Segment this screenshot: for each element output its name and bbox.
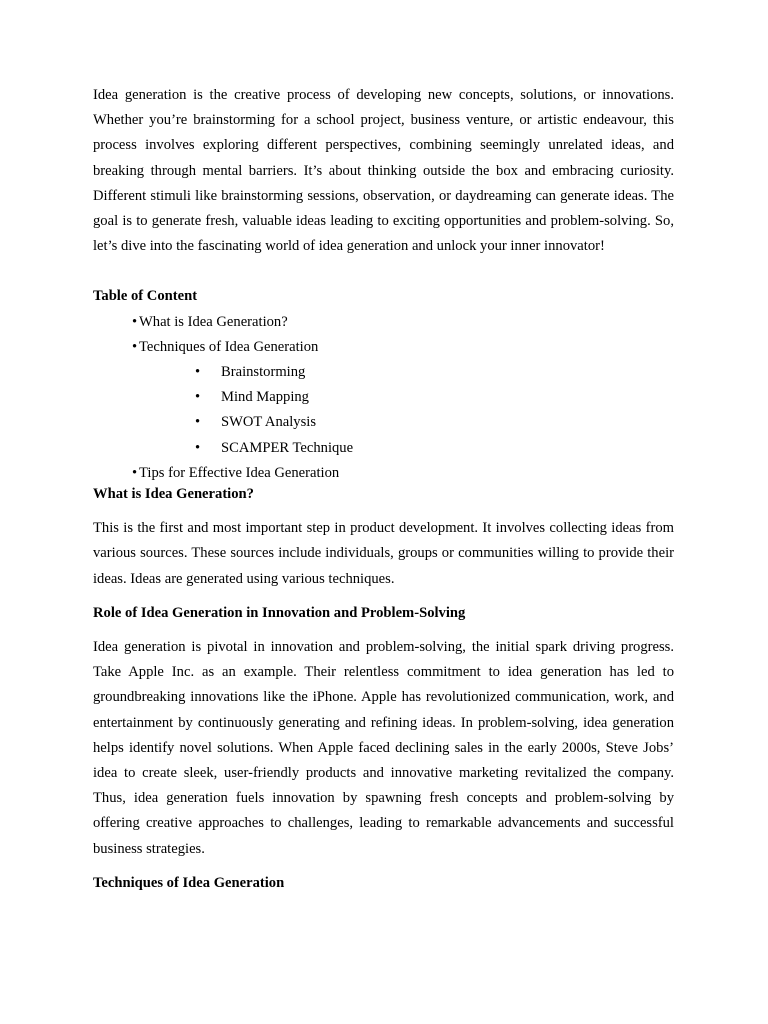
section-heading-techniques: Techniques of Idea Generation xyxy=(93,874,285,891)
toc-item-label: Tips for Effective Idea Generation xyxy=(139,464,340,481)
document-page xyxy=(93,83,674,896)
toc-item-techniques[interactable] xyxy=(93,335,674,360)
bullet-icon: • xyxy=(195,389,201,406)
bullet-icon: • xyxy=(132,464,138,481)
section-body-what-is: This is the first and most important step in product development. It involves collecting ideas from various sources. These sources include individuals, groups or communities willing to provide their ideas. Ideas are generated using various techniques. xyxy=(93,520,674,587)
toc-subitem-label: Mind Mapping xyxy=(221,389,309,406)
bullet-icon: • xyxy=(132,313,138,330)
section-body-role: Idea generation is pivotal in innovation and problem-solving, the initial spark driving progress. Take Apple Inc. as an example. Their relentless commitment to idea generation has led to groundbreaking innovations like the iPhone. Apple has revolutionized communication, work, and entertainment by continuously generating and refining ideas. In problem-solving, idea generation helps identify novel solutions. When Apple faced declining sales in the early 2000s, Steve Jobs’ idea to create sleek, user-friendly products and innovative marketing revitalized the company. Thus, idea generation fuels innovation by spawning fresh concepts and problem-solving by offering creative approaches to challenges, leading to remarkable advancements and successful business strategies. xyxy=(93,639,674,857)
table-of-contents xyxy=(93,310,674,486)
toc-sublist-container xyxy=(93,360,674,461)
bullet-icon: • xyxy=(195,414,201,431)
section-heading-what-is: What is Idea Generation? xyxy=(93,486,254,503)
toc-item-what-is-idea-generation[interactable] xyxy=(93,310,674,335)
toc-item-label: Techniques of Idea Generation xyxy=(139,338,319,355)
toc-item-label: What is Idea Generation? xyxy=(139,313,288,330)
bullet-icon: • xyxy=(132,338,138,355)
bullet-icon: • xyxy=(195,364,201,381)
toc-subitem-brainstorming[interactable] xyxy=(93,360,674,385)
section-heading-role: Role of Idea Generation in Innovation and Problem-Solving xyxy=(93,604,466,621)
toc-subitem-label: Brainstorming xyxy=(221,364,306,381)
toc-subitem-swot-analysis[interactable] xyxy=(93,410,674,435)
toc-subitem-scamper[interactable] xyxy=(93,436,674,461)
toc-sublist xyxy=(93,360,674,461)
toc-subitem-label: SWOT Analysis xyxy=(221,414,317,431)
bullet-icon: • xyxy=(195,439,201,456)
toc-title: Table of Content xyxy=(93,288,198,305)
toc-subitem-mind-mapping[interactable] xyxy=(93,385,674,410)
toc-subitem-label: SCAMPER Technique xyxy=(221,439,354,456)
intro-paragraph: Idea generation is the creative process of developing new concepts, solutions, or innovations. Whether you’re brainstorming for a school project, business venture, or artistic endeavour, this process involves exploring different perspectives, combining seemingly unrelated ideas, and breaking through mental barriers. It’s about thinking outside the box and embracing curiosity. Different stimuli like brainstorming sessions, observation, or daydreaming can generate ideas. The goal is to generate fresh, valuable ideas leading to exciting opportunities and problem-solving. So, let’s dive into the fascinating world of idea generation and unlock your inner innovator! xyxy=(93,87,674,255)
